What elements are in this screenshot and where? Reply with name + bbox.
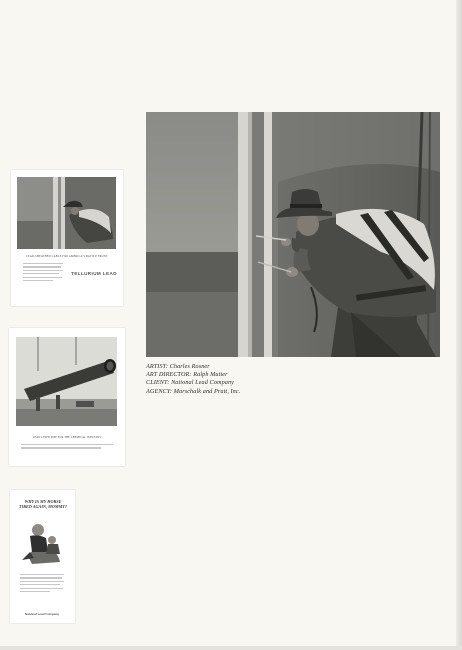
- page-edge-shadow: [456, 0, 462, 650]
- page-bottom-edge: [0, 646, 462, 650]
- ad-3-headline: WHY IS MY HORSE TIRED AGAIN, MOMMY?: [19, 499, 67, 509]
- credit-client: [146, 379, 386, 387]
- ad-2-headline: LEAD LINED PIPE FOR THE CHEMICAL INDUSTRY: [32, 436, 102, 439]
- credit-art-director-label: ART DIRECTOR:: [146, 371, 192, 379]
- credit-art-director-value: Ralph Mutter: [193, 371, 228, 379]
- ad-2-body-copy: [21, 444, 113, 451]
- ad-thumbnail-3: [10, 490, 75, 623]
- ad-thumbnail-2: [9, 328, 125, 466]
- ad-3-body-copy: [20, 574, 64, 594]
- credit-agency-value: Marschalk and Pratt, Inc.: [173, 387, 241, 395]
- worker-illustration: [146, 112, 440, 357]
- ad-thumbnail-1: [11, 170, 123, 306]
- main-illustration: [146, 112, 440, 357]
- ad-1-headline: LEAD-SHEATHED CABLE FOR AMERICA'S BATTLE FRONT: [26, 255, 108, 258]
- ad-1-illustration: [17, 177, 116, 249]
- ad-1-body-copy: [23, 263, 63, 283]
- credit-artist-value: Charles Rosner: [169, 363, 210, 370]
- credit-artist: [146, 363, 386, 371]
- credit-agency: [146, 388, 386, 396]
- credit-client-value: National Lead Company: [171, 379, 235, 387]
- credit-client-label: CLIENT:: [146, 379, 170, 387]
- ad-1-brand: TELLURIUM LEAD: [71, 271, 117, 276]
- ad-3-footer: National Lead Company: [24, 612, 60, 616]
- credits-block: [146, 363, 386, 396]
- credit-artist-label: ARTIST:: [146, 363, 169, 370]
- ad-2-illustration: [16, 337, 117, 426]
- ad-3-illustration: [18, 514, 66, 566]
- credit-agency-label: AGENCY:: [146, 387, 173, 395]
- credit-art-director: [146, 371, 386, 379]
